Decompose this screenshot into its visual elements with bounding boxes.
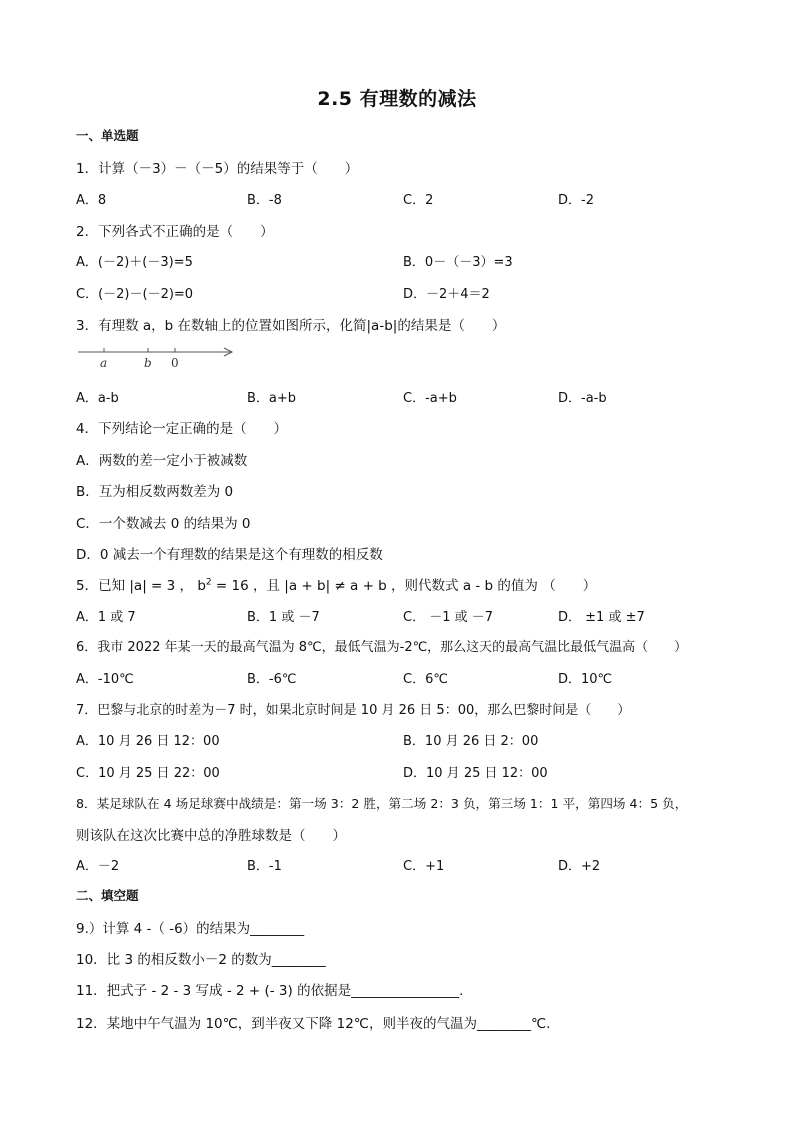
q6-option-d: D．10℃ [558, 672, 613, 687]
q3-option-b: B．a+b [247, 391, 297, 406]
q1-option-c: C．2 [403, 193, 434, 208]
q4-option-a: A．两数的差一定小于被减数 [76, 453, 248, 469]
q6-option-a: A．-10℃ [76, 672, 134, 687]
number-line-label-a: a [100, 356, 108, 370]
q8-option-a: A．－2 [76, 859, 120, 874]
q4-option-d: D．0 减去一个有理数的结果是这个有理数的相反数 [76, 547, 383, 563]
question-5 [76, 574, 596, 594]
question-10: 10．比 3 的相反数小－2 的数为________ [76, 952, 326, 968]
section-heading-single-choice: 一、单选题 [76, 128, 139, 143]
question-8-line-2: 则该队在这次比赛中总的净胜球数是（ ） [76, 828, 346, 844]
question-6: 6．我市 2022 年某一天的最高气温为 8℃，最低气温为-2℃，那么这天的最高气温比最低气温高（ ） [76, 640, 688, 655]
q2-option-c: C．(－2)－(－2)=0 [76, 287, 194, 302]
q5-text-end: = 16 ，且 |a + b| ≠ a + b ，则代数式 a - b 的值为 （ ） [211, 578, 597, 594]
question-11: 11．把式子 - 2 - 3 写成 - 2 + (- 3) 的依据是________________. [76, 983, 464, 999]
question-1: 1．计算（－3）－（－5）的结果等于（ ） [76, 161, 359, 177]
q5-exponent: 2 [205, 577, 212, 588]
q5-text-start: 5．已知 |a| = 3 ， b [76, 578, 206, 594]
q3-option-d: D．-a-b [558, 391, 607, 406]
q1-option-b: B．-8 [247, 193, 282, 208]
question-4: 4．下列结论一定正确的是（ ） [76, 421, 288, 437]
q5-option-d: D． ±1 或 ±7 [558, 610, 645, 625]
q1-option-a: A．8 [76, 193, 107, 208]
number-line-label-zero: 0 [171, 356, 179, 370]
q7-option-c: C．10 月 25 日 22：00 [76, 766, 220, 781]
q5-option-b: B．1 或 －7 [247, 610, 320, 625]
q8-option-d: D．+2 [558, 859, 601, 874]
q3-option-a: A．a-b [76, 391, 119, 406]
question-12: 12．某地中午气温为 10℃，到半夜又下降 12℃，则半夜的气温为________℃. [76, 1016, 551, 1032]
q1-option-d: D．-2 [558, 193, 594, 208]
q4-option-b: B．互为相反数两数差为 0 [76, 484, 234, 500]
q8-option-b: B．-1 [247, 859, 282, 874]
q8-option-c: C．+1 [403, 859, 445, 874]
q2-option-a: A．(－2)＋(－3)=5 [76, 255, 193, 270]
q5-option-a: A．1 或 7 [76, 610, 136, 625]
section-heading-fill-in: 二、填空题 [76, 888, 139, 903]
q7-option-d: D．10 月 25 日 12：00 [403, 766, 548, 781]
question-7: 7．巴黎与北京的时差为－7 时，如果北京时间是 10 月 26 日 5：00，那么巴黎时间是（ ） [76, 703, 631, 718]
q7-option-a: A．10 月 26 日 12：00 [76, 734, 220, 749]
page-title: 2.5 有理数的减法 [317, 88, 477, 110]
q6-option-c: C．6℃ [403, 672, 448, 687]
number-line-label-b: b [144, 356, 152, 370]
question-2: 2．下列各式不正确的是（ ） [76, 224, 274, 240]
question-9: 9.）计算 4 -（ -6）的结果为________ [76, 921, 305, 937]
q6-option-b: B．-6℃ [247, 672, 297, 687]
q5-option-c: C． －1 或 －7 [403, 610, 494, 625]
q4-option-c: C．一个数减去 0 的结果为 0 [76, 516, 251, 532]
number-line-figure [76, 342, 246, 370]
q7-option-b: B．10 月 26 日 2：00 [403, 734, 539, 749]
question-3: 3．有理数 a，b 在数轴上的位置如图所示，化简|a-b|的结果是（ ） [76, 318, 506, 334]
question-8-line-1: 8．某足球队在 4 场足球赛中战绩是：第一场 3：2 胜，第二场 2：3 负，第三场 1：1 平，第四场 4：5 负， [76, 796, 688, 811]
q2-option-b: B．0－（－3）=3 [403, 255, 513, 270]
q2-option-d: D．－2＋4＝2 [403, 287, 490, 302]
q3-option-c: C．-a+b [403, 391, 457, 406]
